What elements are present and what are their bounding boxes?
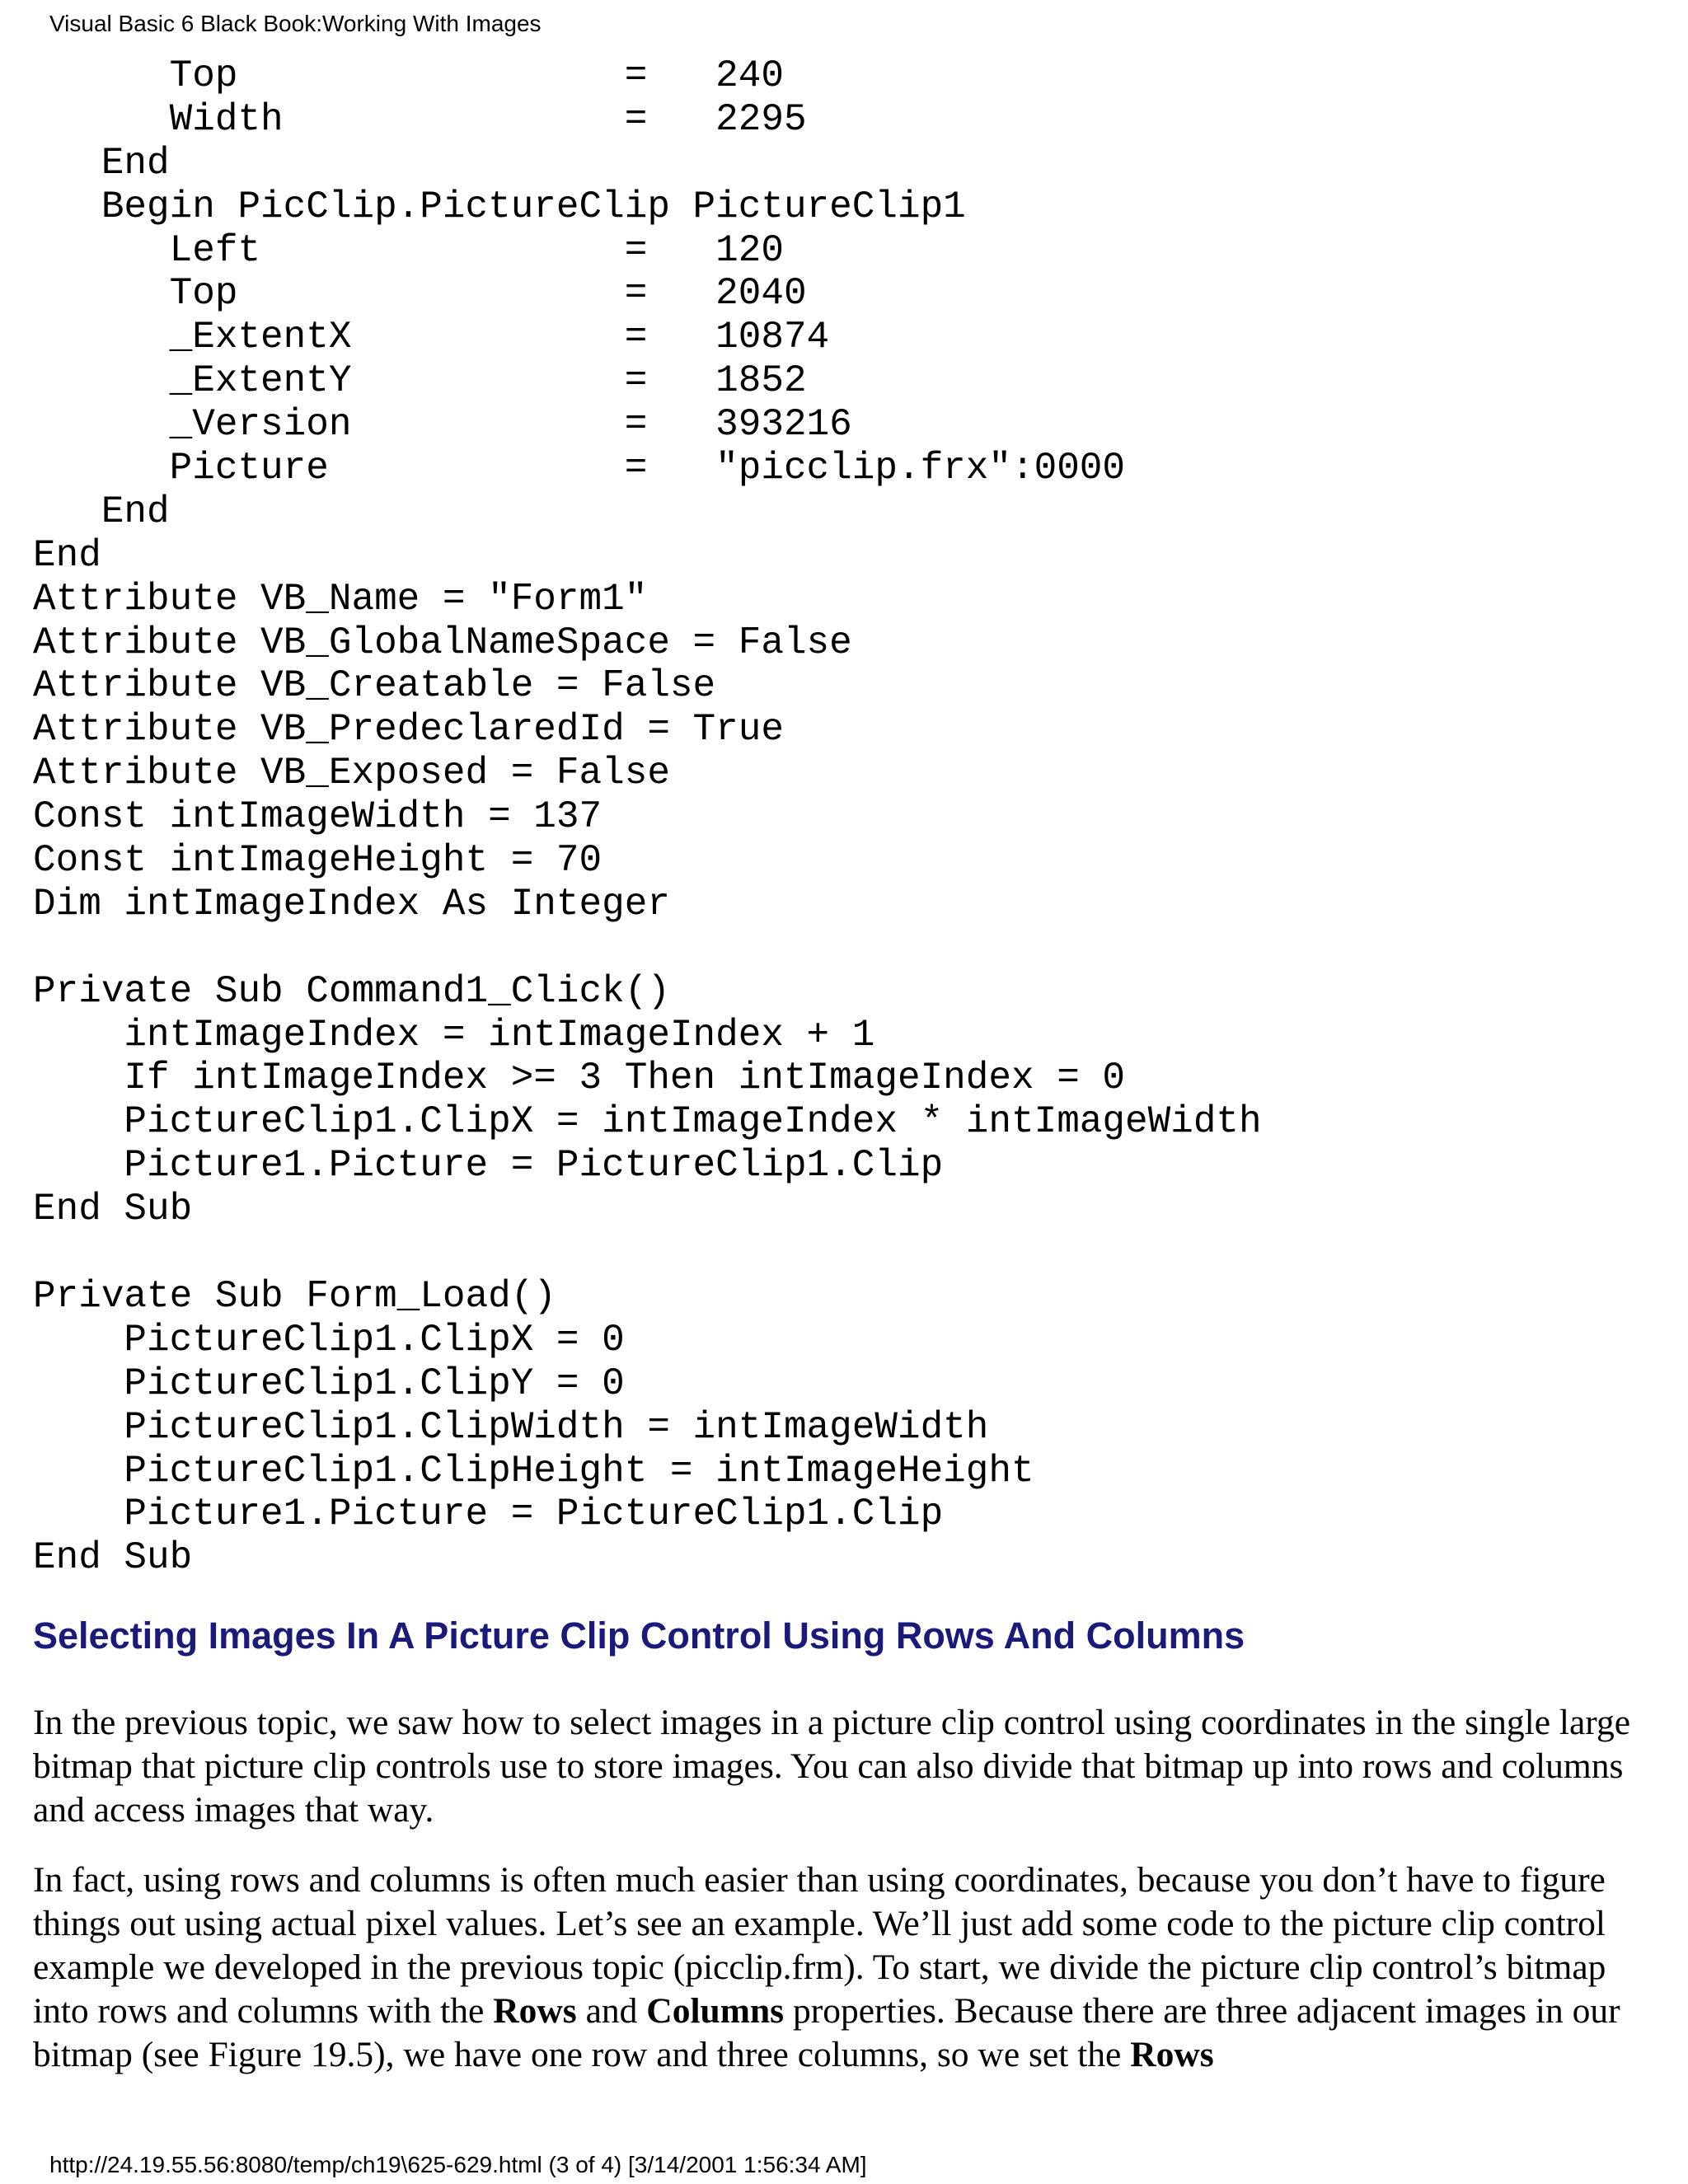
code-line: Attribute VB_GlobalNameSpace = False (33, 621, 852, 664)
code-line (33, 926, 1262, 970)
code-line: Width = 2295 (33, 97, 807, 141)
code-line: _ExtentY = 1852 (33, 359, 807, 403)
code-line: PictureClip1.ClipHeight = intImageHeight (33, 1449, 1034, 1493)
property-name-bold: Rows (1130, 2034, 1214, 2074)
code-line: Attribute VB_PredeclaredId = True (33, 708, 784, 752)
paragraph-text: and (576, 1990, 647, 2031)
code-line: Private Sub Form_Load() (33, 1274, 556, 1318)
body-paragraph-2 (33, 1858, 1661, 2077)
code-line: Top = 2040 (33, 272, 807, 316)
code-line: End (33, 141, 170, 185)
code-line: End Sub (33, 1188, 193, 1231)
code-line: Const intImageWidth = 137 (33, 795, 603, 839)
code-line: End Sub (33, 1536, 193, 1580)
property-name-bold: Rows (493, 1990, 577, 2031)
page-footer-url: http://24.19.55.56:8080/temp/ch19\625-629.html (3 of 4) [3/14/2001 1:56:34 AM] (49, 2152, 867, 2177)
code-line: Picture1.Picture = PictureClip1.Clip (33, 1144, 944, 1188)
code-line: Left = 120 (33, 228, 784, 272)
code-line: Attribute VB_Creatable = False (33, 664, 716, 708)
code-line: Dim intImageIndex As Integer (33, 882, 670, 926)
code-line: End (33, 533, 101, 577)
code-line: Const intImageHeight = 70 (33, 839, 603, 883)
code-line: Picture1.Picture = PictureClip1.Clip (33, 1493, 944, 1536)
section-heading: Selecting Images In A Picture Clip Control Using Rows And Columns (33, 1615, 1245, 1657)
code-line: PictureClip1.ClipY = 0 (33, 1361, 625, 1405)
code-line: intImageIndex = intImageIndex + 1 (33, 1013, 875, 1057)
code-line: If intImageIndex >= 3 Then intImageIndex = 0 (33, 1057, 1126, 1100)
code-line: Top = 240 (33, 54, 784, 97)
code-line (33, 1231, 1262, 1275)
property-name-bold: Columns (646, 1990, 785, 2031)
code-line: Picture = "picclip.frx":0000 (33, 447, 1126, 490)
page-header-title: Visual Basic 6 Black Book:Working With Images (49, 11, 542, 36)
code-line: PictureClip1.ClipX = 0 (33, 1318, 625, 1361)
code-line: Attribute VB_Exposed = False (33, 752, 670, 795)
code-line: Attribute VB_Name = "Form1" (33, 577, 648, 621)
code-line: Private Sub Command1_Click() (33, 969, 670, 1013)
body-paragraph-1: In the previous topic, we saw how to select images in a picture clip control using coordinates in the single large bitmap that picture clip controls use to store images. You can also divide that bitmap up into rows and columns and access images that way. (33, 1703, 1631, 1830)
code-line: Begin PicClip.PictureClip PictureClip1 (33, 185, 966, 228)
code-line: PictureClip1.ClipX = intImageIndex * intImageWidth (33, 1100, 1262, 1144)
code-line: End (33, 490, 170, 533)
code-block (33, 54, 1262, 1580)
code-line: _ExtentX = 10874 (33, 316, 830, 359)
code-line: _Version = 393216 (33, 403, 852, 447)
paragraph-text: properties. Because there are three adjacent images in our bitmap (see Figure 19.5), we have one row and three columns, so we set the (33, 1990, 1620, 2074)
paragraph-text: In fact, using rows and columns is often much easier than using coordinates, because you don’t have to figure things out using actual pixel values. Let’s see an example. We’ll just add some code to the picture clip control example we developed in the previous topic (picclip.frm). To start, we divide the picture clip control’s bitmap into rows and columns with the (33, 1860, 1606, 2031)
code-line: PictureClip1.ClipWidth = intImageWidth (33, 1405, 989, 1449)
